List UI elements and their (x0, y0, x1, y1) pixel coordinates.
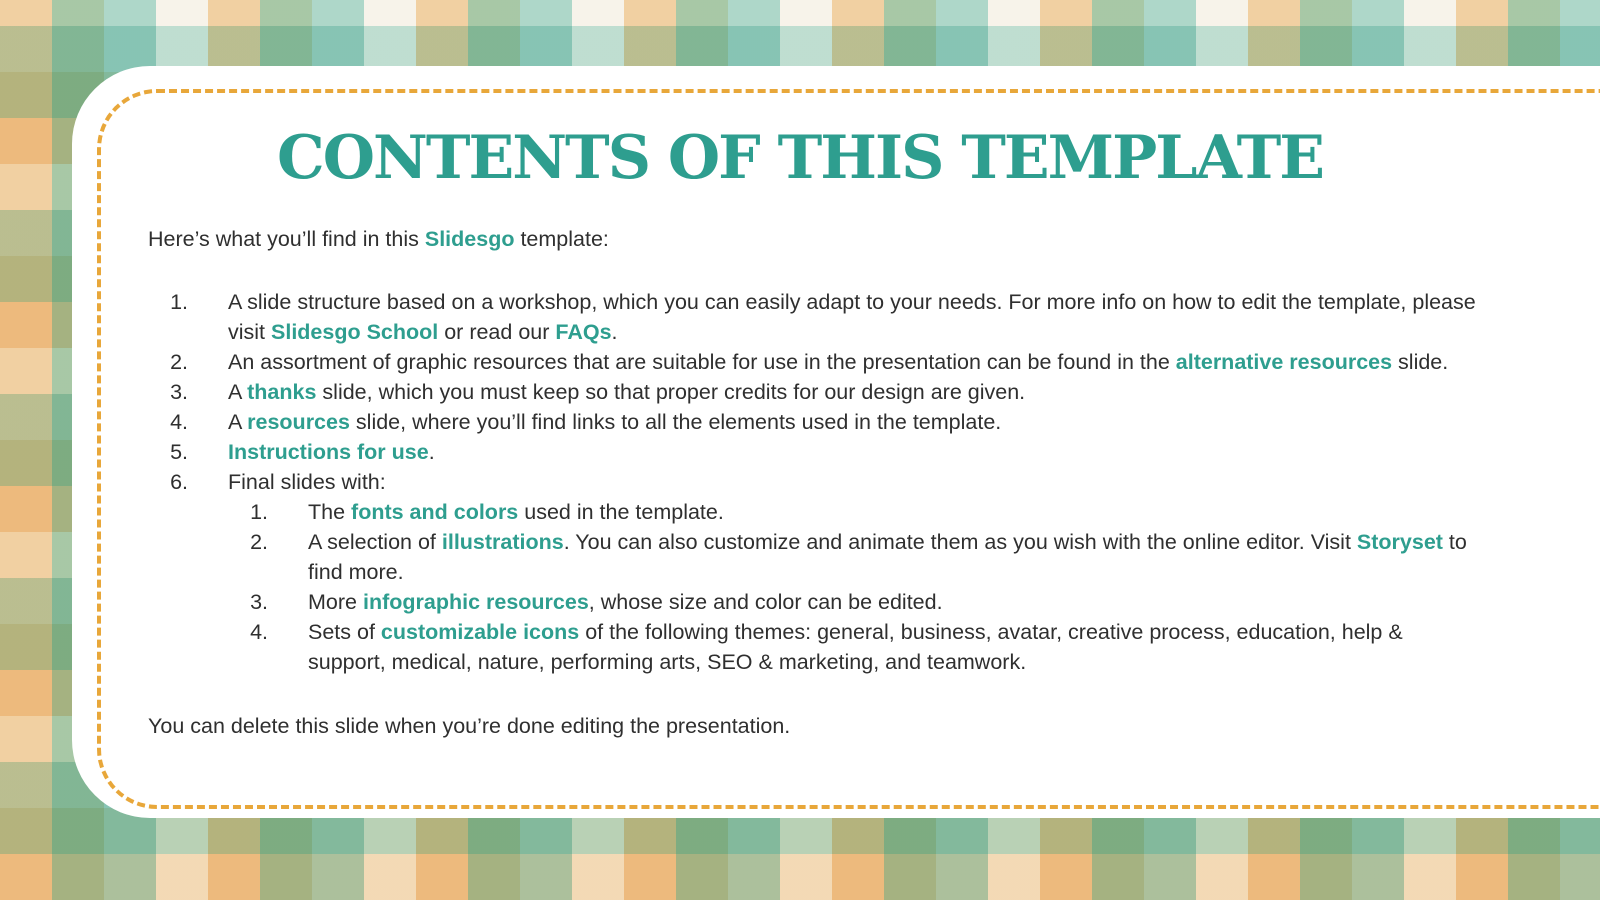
slidesgo-school-link[interactable]: Slidesgo School (271, 320, 439, 344)
faqs-link[interactable]: FAQs (555, 320, 612, 344)
storyset-link[interactable]: Storyset (1356, 530, 1443, 554)
contents-list (148, 287, 1478, 677)
list-item: 1. A slide structure based on a workshop, which you can easily adapt to your needs. For more info on how to edit the template, please visit Slidesgo School or read our FAQs. (170, 290, 1476, 344)
alternative-resources-link[interactable]: alternative resources (1175, 350, 1393, 374)
customizable-icons-link[interactable]: customizable icons (380, 620, 580, 644)
sub-list (228, 497, 1478, 677)
sub-list-item: 4. Sets of customizable icons of the following themes: general, business, avatar, creative process, education, help & support, medical, nature, performing arts, SEO & marketing, and teamwork. (250, 620, 1403, 674)
footer-note: You can delete this slide when you’re done editing the presentation. (148, 714, 791, 738)
instructions-link[interactable]: Instructions for use (228, 440, 429, 464)
list-item: 4. A resources slide, where you’ll find links to all the elements used in the template. (170, 410, 1002, 434)
sub-list-item: 3. More infographic resources, whose size and color can be edited. (250, 590, 943, 614)
slide-body (148, 224, 1478, 741)
resources-link[interactable]: resources (247, 410, 350, 434)
list-item: 3. A thanks slide, which you must keep so that proper credits for our design are given. (170, 380, 1026, 404)
intro-text: Here’s what you’ll find in this Slidesgo template: (148, 227, 609, 251)
list-item: 2. An assortment of graphic resources that are suitable for use in the presentation can be found in the alternative resources slide. (170, 350, 1449, 374)
illustrations-link[interactable]: illustrations (441, 530, 564, 554)
list-item: 6. Final slides with: 1. The fonts and colors used in the template. 2. A selection of illustrations. You can also customize and animate them as you wish with the online editor. Visit Storyset to find more. 3. More infographic resources, whose size and color can be edited. 4. Sets of customizable icons of the following themes: general, business, avatar, creative process, education, help & support, medical, nature, performing arts, SEO & marketing, and teamwork. (148, 467, 1478, 677)
list-item: 5. Instructions for use. (170, 440, 435, 464)
infographic-resources-link[interactable]: infographic resources (362, 590, 589, 614)
sub-list-item: 2. A selection of illustrations. You can also customize and animate them as you wish with the online editor. Visit Storyset to find more. (250, 530, 1467, 584)
thanks-link[interactable]: thanks (247, 380, 317, 404)
slide-title: CONTENTS OF THIS TEMPLATE (276, 123, 1324, 193)
fonts-colors-link[interactable]: fonts and colors (351, 500, 519, 524)
slidesgo-link[interactable]: Slidesgo (424, 227, 515, 251)
sub-list-item: 1. The fonts and colors used in the template. (250, 500, 724, 524)
